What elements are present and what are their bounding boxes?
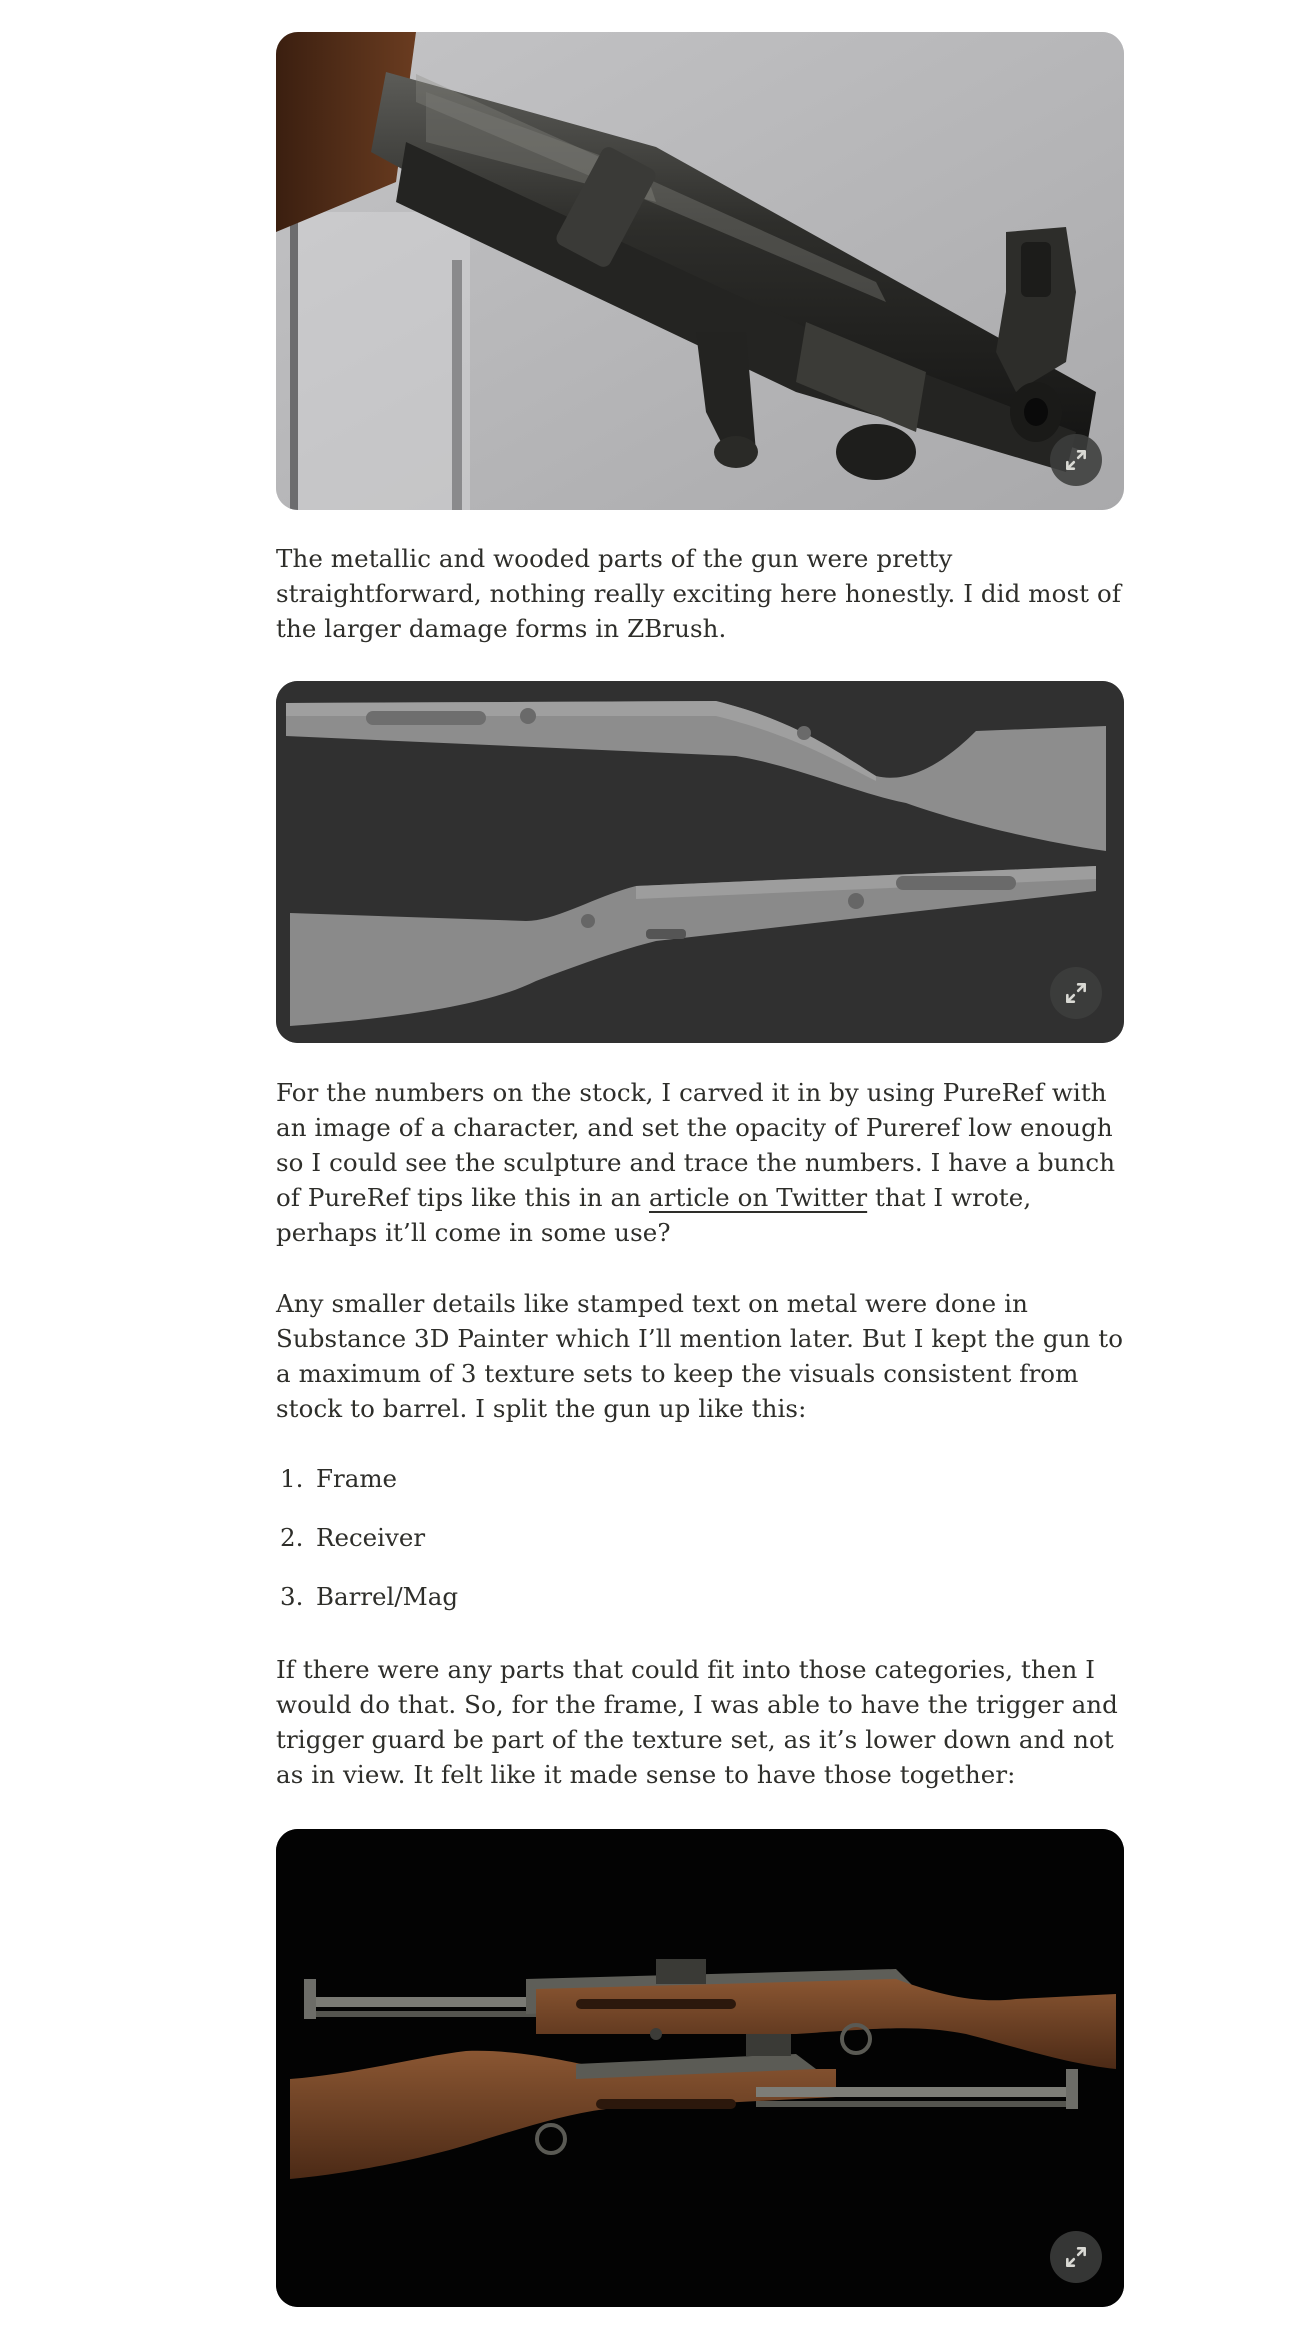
- expand-icon: [1063, 447, 1089, 473]
- list-item: [276, 1520, 425, 1555]
- full-rifle-image: [276, 1829, 1124, 2307]
- list-item: [276, 1461, 397, 1496]
- list-number: 2.: [280, 1523, 304, 1552]
- list-number: 1.: [280, 1464, 304, 1493]
- paragraph-texture-sets: Any smaller details like stamped text on metal were done in Substance 3D Painter which I’ll mention later. But I kept the gun to a maximum of 3 texture sets to keep the visuals consistent from stock to barrel. I split the gun up like this:: [276, 1289, 1124, 1423]
- paragraph-stock-numbers: [276, 1075, 1124, 1250]
- list-number: 3.: [280, 1582, 304, 1611]
- paragraph-text: For the numbers on the stock, I carved it in by using PureRef with an image of a character, and set the opacity of Pureref low enough so I could see the sculpture and trace the numbers. I have a bunch of PureRef tips like this in an: [276, 1078, 1116, 1212]
- expand-image-button[interactable]: [1050, 2231, 1102, 2283]
- twitter-article-link[interactable]: article on Twitter: [649, 1183, 868, 1212]
- barrel-closeup-image: [276, 32, 1124, 510]
- expand-icon: [1063, 980, 1089, 1006]
- figure-barrel-closeup[interactable]: [276, 32, 1124, 510]
- paragraph-text: that I wrote, perhaps it’ll come in some use?: [276, 1183, 1032, 1247]
- list-item: [276, 1579, 458, 1614]
- paragraph-metal-wood: The metallic and wooded parts of the gun were pretty straightforward, nothing really exciting here honestly. I did most of the larger damage forms in ZBrush.: [276, 544, 1121, 643]
- stock-sculpt-image: [276, 681, 1124, 1043]
- expand-image-button[interactable]: [1050, 434, 1102, 486]
- figure-full-rifle[interactable]: [276, 1829, 1124, 2307]
- list-label: Frame: [316, 1464, 398, 1493]
- list-label: Receiver: [316, 1523, 426, 1552]
- expand-icon: [1063, 2244, 1089, 2270]
- paragraph-frame-parts: If there were any parts that could fit into those categories, then I would do that. So, for the frame, I was able to have the trigger and trigger guard be part of the texture set, as it’s lower down and not as in view. It felt like it made sense to have those together:: [276, 1655, 1118, 1789]
- list-label: Barrel/Mag: [316, 1582, 458, 1611]
- expand-image-button[interactable]: [1050, 967, 1102, 1019]
- figure-stock-sculpt[interactable]: [276, 681, 1124, 1043]
